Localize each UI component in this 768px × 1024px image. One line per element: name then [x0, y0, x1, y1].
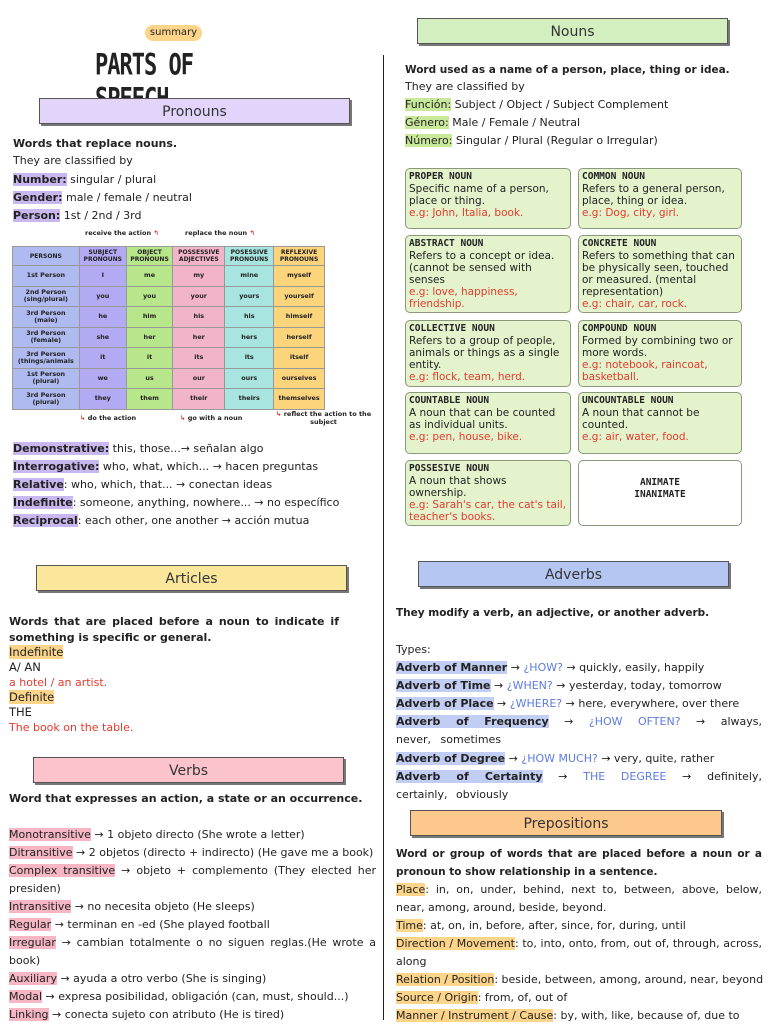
gender-value: male / female / neutral — [62, 191, 192, 204]
annotation-reflect: ↳ reflect the action to the subject — [276, 410, 372, 426]
person-value: 1st / 2nd / 3rd — [60, 209, 142, 222]
preposition-source: Source / Origin: from, of, out of — [396, 991, 568, 1004]
nouns-classified: They are classified by — [405, 80, 525, 93]
adverb-degree: Adverb of Degree → ¿HOW MUCH? → very, quite, rather — [396, 752, 715, 765]
articles-indef-val: A/ AN — [9, 660, 41, 674]
articles-intro: Words that are placed before a noun to indicate if something is specific or general. — [9, 615, 339, 644]
nouns-numero: Número: Singular / Plural (Regular o Irregular) — [405, 134, 658, 147]
articles-indef: Indefinite — [9, 645, 64, 659]
nouns-header: Nouns — [417, 18, 728, 44]
table-row: 3rd Person (plural) they them their theirs themselves — [13, 389, 325, 410]
pronouns-intro: Words that replace nouns. — [13, 137, 178, 150]
gender-label: Gender: — [13, 191, 63, 204]
verb-auxiliary: Auxiliary → ayuda a otro verbo (She is singing) — [9, 972, 267, 985]
preposition-time: Time: at, on, in, before, after, since, for, during, until — [396, 919, 686, 932]
pronouns-classified: They are classified by — [13, 154, 133, 167]
th-poss-pron: POSESSIVE PRONOUNS — [225, 247, 274, 266]
table-row: 3rd Person (female) she her her hers herself — [13, 327, 325, 348]
th-reflexive: REFLEXIVE PRONOUNS — [274, 247, 325, 266]
adverb-manner: Adverb of Manner → ¿HOW? → quickly, easily, happily — [396, 661, 705, 674]
verbs-intro: Word that expresses an action, a state or an occurrence. — [9, 792, 363, 805]
column-divider — [383, 55, 384, 1020]
table-row: 1st Person (plural) we us our ours ourselves — [13, 368, 325, 389]
pronoun-type-reciprocal: Reciprocal: each other, one another → acción mutua — [13, 514, 310, 527]
number-label: Number: — [13, 173, 67, 186]
noun-box-animate: ANIMATE INANIMATE — [578, 460, 742, 526]
adverb-time: Adverb of Time → ¿WHEN? → yesterday, today, tomorrow — [396, 679, 722, 692]
summary-tag: summary — [145, 25, 202, 41]
noun-box-proper: PROPER NOUN Specific name of a person, place or thing. e.g: John, Italia, book. — [405, 168, 571, 229]
noun-box-collective: COLLECTIVE NOUN Refers to a group of people, animals or things as a single entity. e.g: flock, team, herd. — [405, 320, 571, 387]
table-row: 3rd Person (male) he him his his himself — [13, 307, 325, 328]
verb-linking: Linking → conecta sujeto con atributo (He is tired) — [9, 1008, 285, 1021]
th-persons: PERSONS — [13, 247, 80, 266]
noun-box-uncountable: UNCOUNTABLE NOUN A noun that cannot be counted. e.g: air, water, food. — [578, 392, 742, 454]
verb-irregular: Irregular → cambian totalmente o no siguen reglas.(He wrote a book) — [9, 936, 376, 967]
pronoun-type-interrogative: Interrogative: who, what, which... → hacen preguntas — [13, 460, 319, 473]
noun-box-possesive: POSSESIVE NOUN A noun that shows ownership. e.g: Sarah's car, the cat's tail, teacher's books. — [405, 460, 571, 526]
nouns-genero: Género: Male / Female / Neutral — [405, 116, 581, 129]
nouns-funcion: Función: Subject / Object / Subject Complement — [405, 98, 669, 111]
person-label: Person: — [13, 209, 61, 222]
noun-box-abstract: ABSTRACT NOUN Refers to a concept or idea. (cannot be sensed with senses e.g: love, happiness, friendship. — [405, 235, 571, 313]
preposition-direction: Direction / Movement: to, into, onto, from, out of, through, across, along — [396, 937, 762, 968]
th-poss-adj: POSSESSIVE ADJECTIVES — [173, 247, 225, 266]
verb-complex: Complex transitive → objeto + complemento (They elected her presiden) — [9, 864, 376, 895]
pronouns-gender — [13, 189, 192, 207]
verbs-header: Verbs — [33, 757, 344, 783]
th-subject: SUBJECT PRONOUNS — [79, 247, 126, 266]
table-row: 2nd Person (sing/plural) you you your yours yourself — [13, 286, 325, 307]
preposition-relation: Relation / Position: beside, between, among, around, near, beyond — [396, 973, 764, 986]
articles-def-val: THE — [9, 705, 32, 719]
adverb-place: Adverb of Place → ¿WHERE? → here, everywhere, over there — [396, 697, 740, 710]
articles-def-example: The book on the table. — [9, 721, 134, 734]
noun-box-concrete: CONCRETE NOUN Refers to something that can be physically seen, touched or measured. (mental representation) e.g: chair, car, rock. — [578, 235, 742, 313]
adverb-frequency: Adverb of Frequency → ¿HOW OFTEN? → always, never, sometimes — [396, 715, 762, 746]
verb-monotransitive: Monotransitive → 1 objeto directo (She wrote a letter) — [9, 828, 305, 841]
verb-intransitive: Intransitive → no necesita objeto (He sleeps) — [9, 900, 255, 913]
prepositions-header: Prepositions — [410, 810, 722, 836]
th-object: OBJECT PRONOUNS — [126, 247, 172, 266]
pronoun-type-relative: Relative: who, which, that... → conectan ideas — [13, 478, 273, 491]
number-value: singular / plural — [66, 173, 157, 186]
adverbs-header: Adverbs — [418, 561, 729, 587]
annotation-replace: replace the noun ↰ — [185, 229, 255, 237]
pronouns-number — [13, 171, 156, 189]
annotation-receive: receive the action ↰ — [85, 229, 159, 237]
preposition-place: Place: in, on, under, behind, next to, between, above, below, near, among, around, beside, beyond. — [396, 883, 762, 914]
prepositions-intro: Word or group of words that are placed before a noun or a pronoun to show relationship in a sentence. — [396, 848, 762, 878]
adverbs-types-label: Types: — [396, 643, 431, 656]
annotation-do: ↳ do the action — [80, 414, 137, 422]
verb-regular: Regular → terminan en -ed (She played football — [9, 918, 270, 931]
pronoun-type-indefinite: Indefinite: someone, anything, nowhere... → no específico — [13, 496, 340, 509]
articles-header: Articles — [36, 565, 347, 591]
table-row: 3rd Person (things/animals it it its its itself — [13, 348, 325, 369]
preposition-manner: Manner / Instrument / Cause: by, with, like, because of, due to — [396, 1009, 740, 1022]
pronoun-type-demonstrative: Demonstrative: this, those...→ señalan algo — [13, 442, 264, 455]
noun-box-common: COMMON NOUN Refers to a general person, place, thing or idea. e.g: Dog, city, girl. — [578, 168, 742, 229]
nouns-intro: Word used as a name of a person, place, thing or idea. — [405, 64, 730, 76]
annotation-go: ↳ go with a noun — [180, 414, 243, 422]
pronouns-table — [12, 246, 325, 410]
pronouns-person — [13, 207, 142, 225]
noun-box-countable: COUNTABLE NOUN A noun that can be counted as individual units. e.g: pen, house, bike. — [405, 392, 571, 454]
verb-ditransitive: Ditransitive → 2 objetos (directo + indirecto) (He gave me a book) — [9, 846, 374, 859]
articles-def: Definite — [9, 690, 55, 704]
pronouns-header: Pronouns — [39, 98, 350, 124]
adverb-certainty: Adverb of Certainty → THE DEGREE → definitely, certainly, obviously — [396, 770, 762, 801]
verb-modal: Modal → expresa posibilidad, obligación (can, must, should...) — [9, 990, 349, 1003]
adverbs-intro: They modify a verb, an adjective, or another adverb. — [396, 607, 710, 619]
noun-box-compound: COMPOUND NOUN Formed by combining two or more words. e.g: notebook, raincoat, basketball. — [578, 320, 742, 387]
articles-indef-example: a hotel / an artist. — [9, 676, 108, 689]
page-title: PARTS OF — [95, 49, 193, 83]
table-row: 1st Person I me my mine myself — [13, 266, 325, 287]
